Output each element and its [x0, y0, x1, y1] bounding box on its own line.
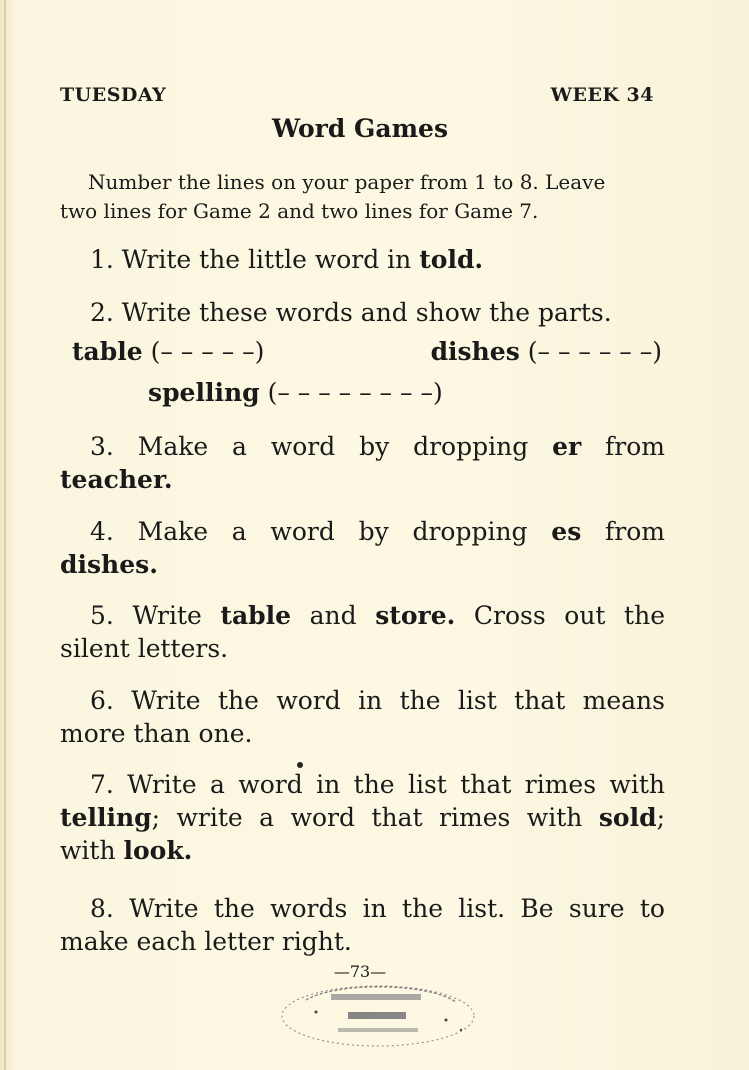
game-2-text: 2. Write these words and show the parts.	[90, 298, 612, 327]
game-6-line-1: 6. Write the word in the list that means	[90, 686, 665, 715]
page-header	[60, 84, 654, 106]
game-8-line-2: make each letter right.	[60, 927, 352, 956]
instructions-line-1: Number the lines on your paper from 1 to 8. Leave	[88, 170, 606, 194]
game-1-text: 1. Write the little word in	[90, 245, 420, 274]
library-stamp-icon	[276, 972, 481, 1052]
game-5-line-2: silent letters.	[60, 634, 229, 663]
game-7-word-sold: sold	[598, 803, 657, 832]
page-number: —73—	[333, 962, 387, 981]
word-dishes: dishes	[430, 337, 520, 366]
game-1-keyword: told.	[419, 245, 484, 274]
game-7-word-look: look.	[123, 836, 193, 865]
word-table-parts	[72, 337, 264, 366]
binding-edge	[4, 0, 6, 1070]
day-label: TUESDAY	[60, 84, 167, 106]
game-3	[60, 430, 665, 496]
game-5-word-table: table	[220, 601, 292, 630]
week-label: WEEK 34	[550, 84, 654, 106]
game-6-line-2: more than one.	[60, 719, 253, 748]
game-7-semicolon: ;	[656, 803, 665, 832]
word-spelling-dashes: (– – – – – – – –)	[267, 378, 443, 407]
game-3-text: 3. Make a word by dropping	[90, 432, 553, 461]
game-7-line-1: 7. Write a word in the list that rimes with	[90, 770, 665, 799]
game-3-line-1	[60, 430, 665, 463]
game-2-parts-row-2	[148, 378, 443, 407]
game-2-parts-row-1	[72, 337, 662, 366]
game-4-text-end: from	[581, 517, 665, 546]
word-table: table	[72, 337, 143, 366]
game-7-text: ; write a word that rimes with	[151, 803, 599, 832]
game-6	[60, 684, 665, 750]
game-5-text-end: Cross out the	[455, 601, 665, 630]
game-4-text: 4. Make a word by dropping	[90, 517, 552, 546]
word-dishes-dashes: (– – – – – –)	[527, 337, 662, 366]
game-8-line-1: 8. Write the words in the list. Be sure to	[90, 894, 665, 923]
game-3-keyword: er	[552, 432, 582, 461]
instructions	[60, 168, 660, 226]
game-7-word-telling: telling	[60, 803, 152, 832]
game-2	[60, 296, 665, 329]
game-7-line-3	[60, 834, 665, 867]
game-4-line-1	[60, 515, 665, 548]
game-4-word: dishes.	[60, 550, 158, 579]
word-dishes-parts	[431, 337, 662, 366]
game-5-word-store: store.	[375, 601, 456, 630]
game-4-keyword: es	[551, 517, 582, 546]
game-5	[60, 599, 665, 665]
game-8	[60, 892, 665, 958]
game-5-text: 5. Write	[90, 601, 221, 630]
page-title: Word Games	[271, 114, 449, 143]
word-spelling: spelling	[148, 378, 260, 407]
word-table-dashes: (– – – – –)	[150, 337, 265, 366]
game-3-word: teacher.	[60, 465, 173, 494]
game-4	[60, 515, 665, 581]
game-7	[60, 768, 665, 867]
game-3-text-end: from	[581, 432, 665, 461]
game-7-line-2	[60, 801, 665, 834]
game-5-and: and	[291, 601, 376, 630]
game-1	[60, 243, 665, 276]
game-5-line-1	[60, 599, 665, 632]
instructions-line-2: two lines for Game 2 and two lines for Game 7.	[60, 199, 539, 223]
game-7-with: with	[60, 836, 124, 865]
